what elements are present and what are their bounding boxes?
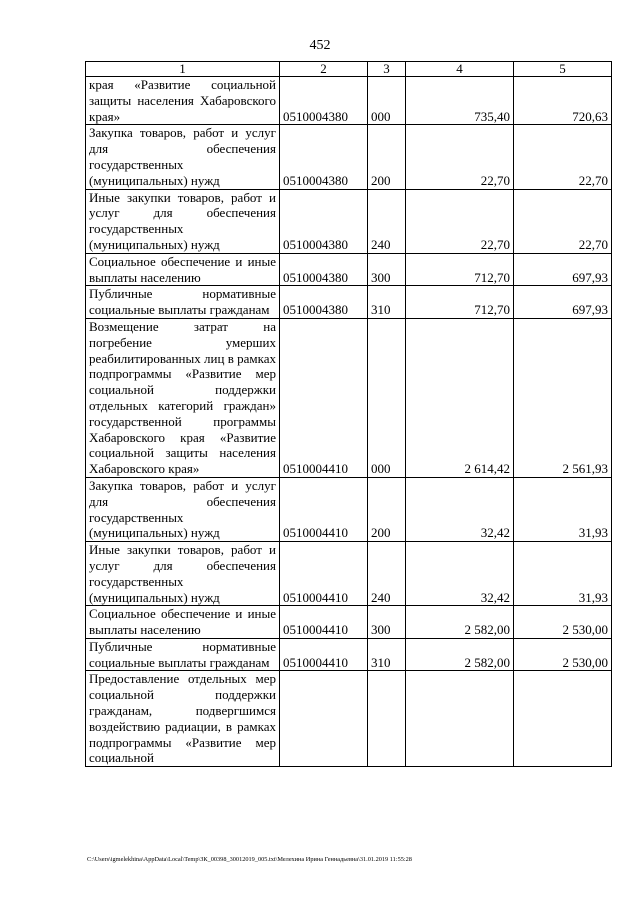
row-value-col4: 712,70 <box>406 253 514 286</box>
file-path-footer: C:\Users\igmelekhina\AppData\Local\Temp\ЗК_00398_30012019_005.txt\Мелехина Ирина Геннадьевна\31.01.2019 11:55:28 <box>87 856 412 863</box>
row-value-col5: 697,93 <box>514 253 612 286</box>
row-name: Иные закупки товаров, работ и услуг для обеспечения государственных (муниципальных) нужд <box>86 542 280 606</box>
row-value-col5 <box>514 671 612 767</box>
row-value-col5: 2 561,93 <box>514 318 612 477</box>
row-value-col5: 697,93 <box>514 286 612 319</box>
row-value-col5: 2 530,00 <box>514 638 612 671</box>
table-row <box>86 477 612 541</box>
table-row <box>86 189 612 253</box>
table-row <box>86 253 612 286</box>
header-col-4: 4 <box>406 62 514 77</box>
header-col-1: 1 <box>86 62 280 77</box>
table-header-row <box>86 62 612 77</box>
table-row <box>86 542 612 606</box>
row-expense-type: 300 <box>368 606 406 639</box>
row-expense-type: 000 <box>368 77 406 125</box>
row-name: Публичные нормативные социальные выплаты гражданам <box>86 638 280 671</box>
row-target-code: 0510004380 <box>280 189 368 253</box>
budget-table <box>85 61 612 767</box>
row-name: Социальное обеспечение и иные выплаты населению <box>86 253 280 286</box>
row-value-col5: 31,93 <box>514 542 612 606</box>
row-expense-type: 240 <box>368 542 406 606</box>
row-target-code: 0510004380 <box>280 77 368 125</box>
row-target-code: 0510004380 <box>280 125 368 189</box>
page-number: 452 <box>309 38 331 53</box>
row-name: Закупка товаров, работ и услуг для обеспечения государственных (муниципальных) нужд <box>86 125 280 189</box>
row-value-col4: 22,70 <box>406 189 514 253</box>
row-name: Иные закупки товаров, работ и услуг для обеспечения государственных (муниципальных) нужд <box>86 189 280 253</box>
row-target-code: 0510004410 <box>280 606 368 639</box>
header-col-3: 3 <box>368 62 406 77</box>
row-name: Публичные нормативные социальные выплаты гражданам <box>86 286 280 319</box>
row-value-col4: 2 582,00 <box>406 638 514 671</box>
table-row <box>86 125 612 189</box>
row-name: края «Развитие социальной защиты населения Хабаровского края» <box>86 77 280 125</box>
row-target-code: 0510004410 <box>280 542 368 606</box>
row-value-col4: 32,42 <box>406 542 514 606</box>
row-value-col4: 712,70 <box>406 286 514 319</box>
row-value-col4: 2 614,42 <box>406 318 514 477</box>
row-expense-type: 300 <box>368 253 406 286</box>
row-value-col5: 22,70 <box>514 125 612 189</box>
table-row <box>86 286 612 319</box>
row-value-col4: 735,40 <box>406 77 514 125</box>
row-value-col4: 32,42 <box>406 477 514 541</box>
row-value-col5: 22,70 <box>514 189 612 253</box>
row-expense-type: 200 <box>368 125 406 189</box>
row-target-code: 0510004410 <box>280 477 368 541</box>
header-col-5: 5 <box>514 62 612 77</box>
row-expense-type: 200 <box>368 477 406 541</box>
table-row <box>86 671 612 767</box>
row-target-code: 0510004410 <box>280 318 368 477</box>
row-value-col4 <box>406 671 514 767</box>
row-name: Социальное обеспечение и иные выплаты населению <box>86 606 280 639</box>
row-expense-type <box>368 671 406 767</box>
row-name: Закупка товаров, работ и услуг для обеспечения государственных (муниципальных) нужд <box>86 477 280 541</box>
row-expense-type: 310 <box>368 638 406 671</box>
row-name: Возмещение затрат на погребение умерших реабилитированных лиц в рамках подпрограммы «Развитие мер социальной поддержки отдельных категорий граждан» государственной программы Хабаровского края «Развитие социальной защиты населения Хабаровского края» <box>86 318 280 477</box>
table-row <box>86 318 612 477</box>
row-target-code: 0510004410 <box>280 638 368 671</box>
row-value-col5: 2 530,00 <box>514 606 612 639</box>
row-value-col4: 22,70 <box>406 125 514 189</box>
header-col-2: 2 <box>280 62 368 77</box>
row-value-col4: 2 582,00 <box>406 606 514 639</box>
row-target-code <box>280 671 368 767</box>
table-row <box>86 77 612 125</box>
row-target-code: 0510004380 <box>280 253 368 286</box>
row-expense-type: 000 <box>368 318 406 477</box>
row-expense-type: 240 <box>368 189 406 253</box>
row-target-code: 0510004380 <box>280 286 368 319</box>
row-expense-type: 310 <box>368 286 406 319</box>
table-row <box>86 606 612 639</box>
row-value-col5: 31,93 <box>514 477 612 541</box>
row-name: Предоставление отдельных мер социальной поддержки гражданам, подвергшимся воздействию радиации, в рамках подпрограммы «Развитие мер социальной <box>86 671 280 767</box>
row-value-col5: 720,63 <box>514 77 612 125</box>
table-row <box>86 638 612 671</box>
